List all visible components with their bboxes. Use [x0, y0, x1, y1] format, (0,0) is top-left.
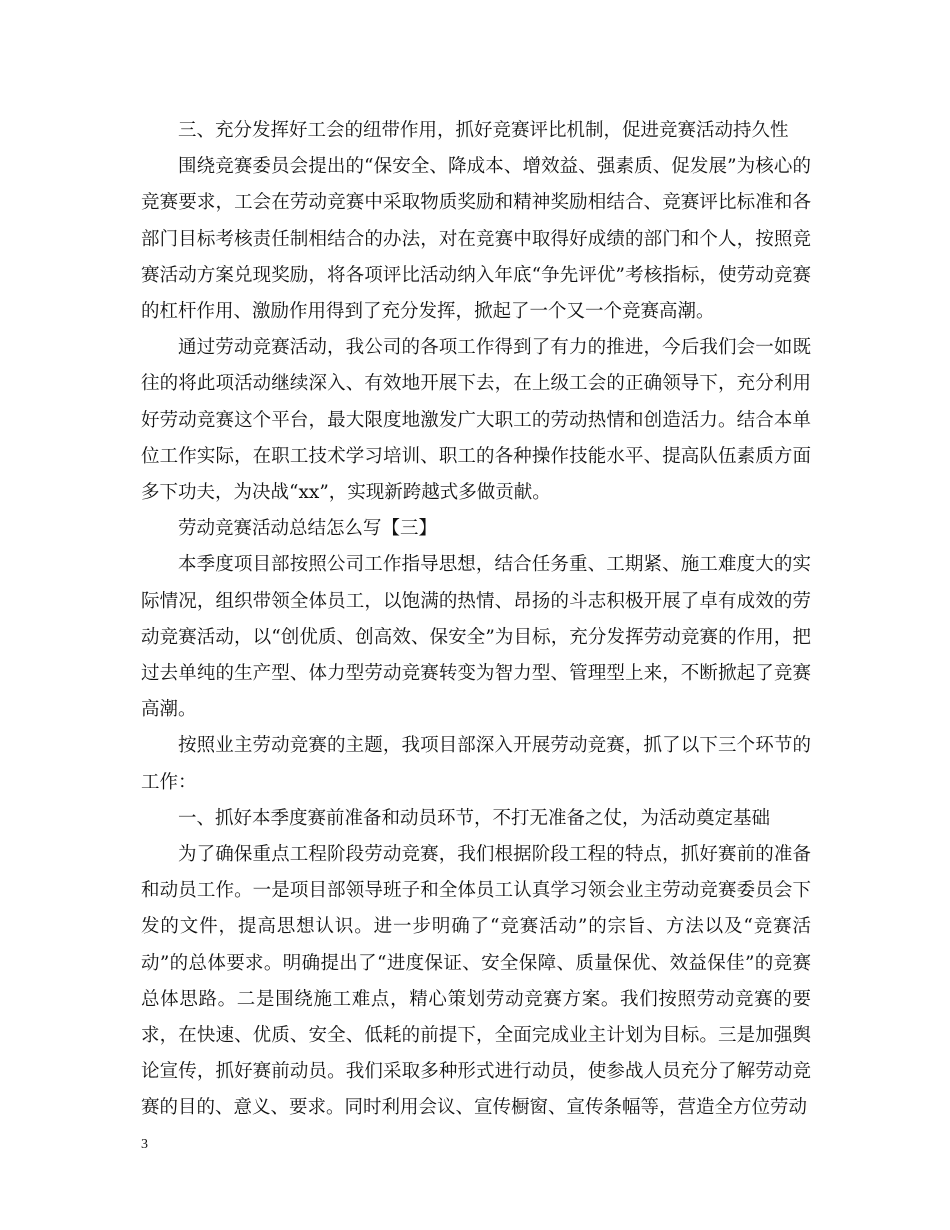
section-heading-3: 三、充分发挥好工会的纽带作用，抓好竞赛评比机制，促进竞赛活动持久性 [178, 120, 789, 141]
article-subtitle: 劳动竞赛活动总结怎么写【三】 [178, 518, 438, 540]
section-heading-1: 一、抓好本季度赛前准备和动员环节，不打无准备之仗，为活动奠定基础 [178, 807, 771, 829]
body-paragraph: 本季度项目部按照公司工作指导思想，结合任务重、工期紧、施工难度大的实际情况，组织带领全体员工，以饱满的热情、昂扬的斗志积极开展了卓有成效的劳动竞赛活动，以“创优质、创高效、保安全”为目标，充分发挥劳动竞赛的作用，把过去单纯的生产型、体力型劳动竞赛转变为智力型、管理型上来，不断掀起了竞赛高潮。 [141, 554, 811, 721]
body-paragraph: 围绕竞赛委员会提出的“保安全、降成本、增效益、强素质、促发展”为核心的竞赛要求，工会在劳动竞赛中采取物质奖励和精神奖励相结合、竞赛评比标准和各部门目标考核责任制相结合的办法，对在竞赛中取得好成绩的部门和个人，按照竞赛活动方案兑现奖励，将各项评比活动纳入年底“争先评优”考核指标，使劳动竞赛的杠杆作用、激励作用得到了充分发挥，掀起了一个又一个竞赛高潮。 [141, 156, 811, 323]
body-paragraph: 通过劳动竞赛活动，我公司的各项工作得到了有力的推进，今后我们会一如既往的将此项活动继续深入、有效地开展下去，在上级工会的正确领导下，充分利用好劳动竞赛这个平台，最大限度地激发广大职工的劳动热情和创造活力。结合本单位工作实际，在职工技术学习培训、职工的各种操作技能水平、提高队伍素质方面多下功夫，为决战“xx”，实现新跨越式多做贡献。 [141, 337, 811, 504]
document-body [141, 113, 811, 1127]
page-number: 3 [141, 1137, 148, 1152]
body-paragraph: 为了确保重点工程阶段劳动竞赛，我们根据阶段工程的特点，抓好赛前的准备和动员工作。一是项目部领导班子和全体员工认真学习领会业主劳动竞赛委员会下发的文件，提高思想认识。进一步明确了“竞赛活动”的宗旨、方法以及“竞赛活动”的总体要求。明确提出了“进度保证、安全保障、质量保优、效益保佳”的竞赛总体思路。二是围绕施工难点，精心策划劳动竞赛方案。我们按照劳动竞赛的要求，在快速、优质、安全、低耗的前提下，全面完成业主计划为目标。三是加强舆论宣传，抓好赛前动员。我们采取多种形式进行动员，使参战人员充分了解劳动竞赛的目的、意义、要求。同时利用会议、宣传橱窗、宣传条幅等，营造全方位劳动 [141, 844, 811, 1119]
body-paragraph: 按照业主劳动竞赛的主题，我项目部深入开展劳动竞赛，抓了以下三个环节的工作： [141, 735, 811, 793]
